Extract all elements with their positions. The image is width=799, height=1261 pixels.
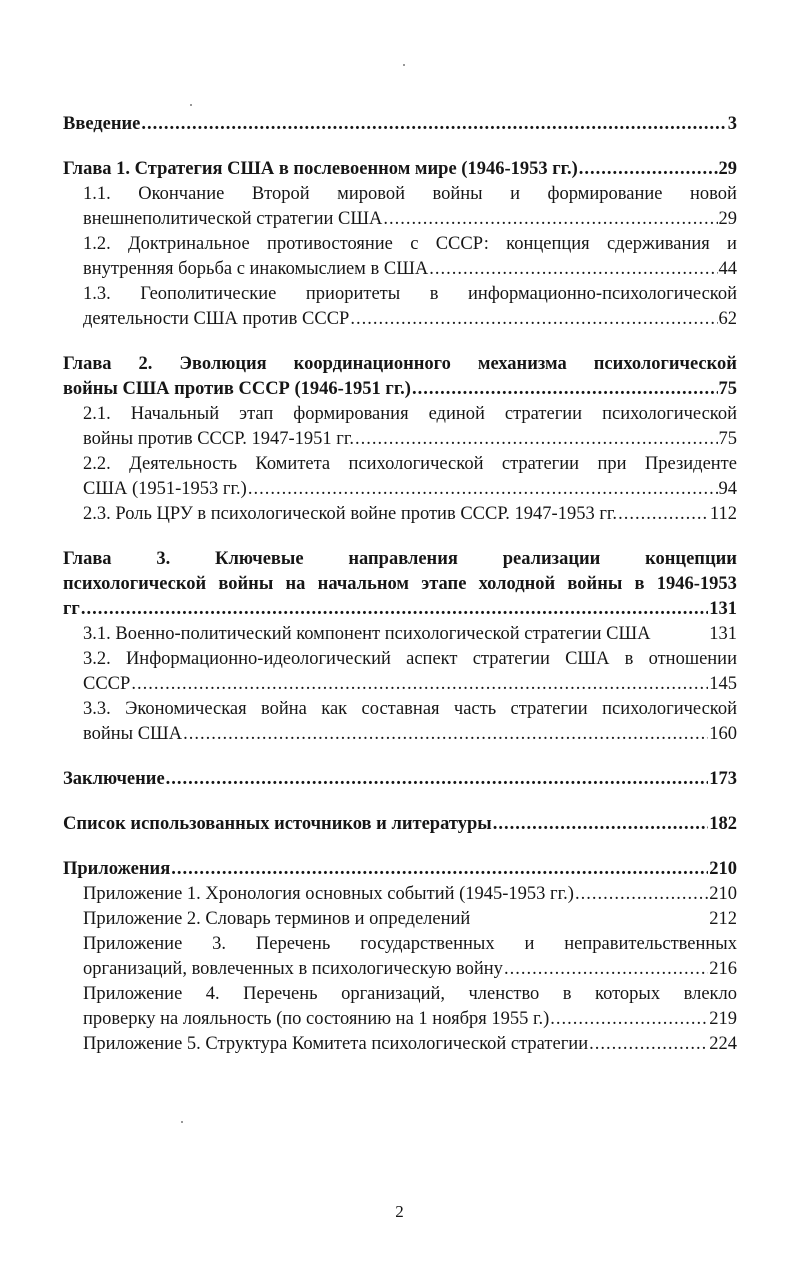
toc-page-number: 173 — [709, 769, 737, 789]
scan-speck — [403, 64, 405, 66]
dot-leader — [579, 157, 718, 182]
toc-page-number: 29 — [718, 209, 737, 229]
toc-section-3-2 — [83, 647, 737, 697]
toc-section-1-1 — [83, 182, 737, 232]
toc-section-3-1: 3.1. Военно-политический компонент психологической стратегии США 131 — [83, 622, 737, 647]
toc-page-number: 29 — [718, 159, 737, 179]
dot-leader — [183, 722, 708, 747]
dot-leader — [141, 112, 726, 137]
dot-leader — [429, 257, 717, 282]
toc-page-number: 182 — [709, 814, 737, 834]
toc-line: Глава 3. Ключевые направления реализации концепции — [63, 549, 737, 569]
toc-line: психологической войны на начальном этапе холодной войны в 1946-1953 — [63, 574, 737, 594]
toc-page-number: 112 — [709, 504, 737, 524]
toc-line: организаций, вовлеченных в психологическую войну ..... 216 — [83, 957, 737, 982]
toc-title: Введение — [63, 114, 141, 134]
toc-page-number: 75 — [718, 429, 737, 449]
toc-page-number: 44 — [718, 259, 737, 279]
toc-page-number: 75 — [718, 379, 737, 399]
toc-chapter-3 — [63, 547, 737, 622]
toc-line: СССР ..... 145 — [83, 672, 737, 697]
toc-section-1-3 — [83, 282, 737, 332]
toc-line: деятельности США против СССР ..... 62 — [83, 307, 737, 332]
toc-section-2-2 — [83, 452, 737, 502]
toc-entry-conclusion: Заключение ..... 173 — [63, 767, 737, 792]
toc-line: США (1951-1953 гг.) ..... 94 — [83, 477, 737, 502]
toc-line: 2.1. Начальный этап формирования единой стратегии психологической — [83, 404, 737, 424]
toc-page-number: 62 — [718, 309, 737, 329]
scan-speck — [181, 1121, 183, 1123]
toc-line: внешнеполитической стратегии США ..... 29 — [83, 207, 737, 232]
page-number: 2 — [395, 1202, 404, 1221]
toc-page-number: 212 — [709, 909, 737, 929]
toc-page-number: 94 — [718, 479, 737, 499]
dot-leader — [618, 502, 709, 527]
toc-line: войны США ..... 160 — [83, 722, 737, 747]
toc-appendix-5: Приложение 5. Структура Комитета психологической стратегии ..... 224 — [83, 1032, 737, 1057]
toc-line: 1.3. Геополитические приоритеты в информационно-психологической — [83, 284, 737, 304]
toc-appendix-4 — [83, 982, 737, 1032]
dot-leader — [355, 427, 718, 452]
toc-line: 1.2. Доктринальное противостояние с СССР: концепция сдерживания и — [83, 234, 737, 254]
dot-leader — [550, 1007, 708, 1032]
toc-line: войны против СССР. 1947-1951 гг. ..... 75 — [83, 427, 737, 452]
toc-page-number: 210 — [709, 884, 737, 904]
toc-entry-sources: Список использованных источников и литературы ..... 182 — [63, 812, 737, 837]
toc-appendix-1: Приложение 1. Хронология основных событий (1945-1953 гг.) ..... 210 — [83, 882, 737, 907]
toc-entry-intro — [63, 112, 737, 137]
toc-entry-appendices: Приложения ..... 210 — [63, 857, 737, 882]
toc-line: войны США против СССР (1946-1951 гг.) ..... 75 — [63, 377, 737, 402]
dot-leader — [248, 477, 718, 502]
toc-line: 2.2. Деятельность Комитета психологической стратегии при Президенте — [83, 454, 737, 474]
toc-page-number: 210 — [709, 859, 737, 879]
toc-line: 1.1. Окончание Второй мировой войны и формирование новой — [83, 184, 737, 204]
toc-page-number: 160 — [709, 724, 737, 744]
dot-leader — [412, 377, 718, 402]
table-of-contents — [63, 112, 737, 1057]
dot-leader — [171, 857, 708, 882]
toc-page-number: 145 — [709, 674, 737, 694]
toc-line: 3.3. Экономическая война как составная часть стратегии психологической — [83, 699, 737, 719]
toc-section-2-3: 2.3. Роль ЦРУ в психологической войне против СССР. 1947-1953 гг. ..... 112 — [83, 502, 737, 527]
toc-line: Глава 2. Эволюция координационного механизма психологической — [63, 354, 737, 374]
toc-page-number: 131 — [709, 599, 737, 619]
dot-leader — [81, 597, 708, 622]
toc-line: Приложение 4. Перечень организаций, членство в которых влекло — [83, 984, 737, 1004]
dot-leader — [383, 207, 717, 232]
dot-leader — [504, 957, 708, 982]
toc-line: проверку на лояльность (по состоянию на 1 ноября 1955 г.) ..... 219 — [83, 1007, 737, 1032]
dot-leader — [493, 812, 709, 837]
dot-leader — [575, 882, 708, 907]
toc-line: гг ..... 131 — [63, 597, 737, 622]
toc-appendix-3 — [83, 932, 737, 982]
toc-page-number: 131 — [709, 624, 737, 644]
toc-section-3-3 — [83, 697, 737, 747]
toc-section-1-2 — [83, 232, 737, 282]
toc-line: 3.2. Информационно-идеологический аспект стратегии США в отношении — [83, 649, 737, 669]
dot-leader — [166, 767, 709, 792]
toc-page-number: 3 — [727, 114, 737, 134]
toc-appendix-2: Приложение 2. Словарь терминов и определений 212 — [83, 907, 737, 932]
toc-line: Приложение 3. Перечень государственных и неправительственных — [83, 934, 737, 954]
toc-section-2-1 — [83, 402, 737, 452]
toc-page-number: 219 — [709, 1009, 737, 1029]
toc-chapter-2 — [63, 352, 737, 402]
dot-leader — [131, 672, 708, 697]
scan-speck — [190, 104, 192, 106]
toc-line: внутренняя борьба с инакомыслием в США ..... 44 — [83, 257, 737, 282]
dot-leader — [350, 307, 717, 332]
dot-leader — [589, 1032, 708, 1057]
toc-title: Глава 1. Стратегия США в послевоенном мире (1946-1953 гг.) — [63, 159, 578, 179]
toc-chapter-1 — [63, 157, 737, 182]
toc-page-number: 224 — [709, 1034, 737, 1054]
toc-page-number: 216 — [709, 959, 737, 979]
